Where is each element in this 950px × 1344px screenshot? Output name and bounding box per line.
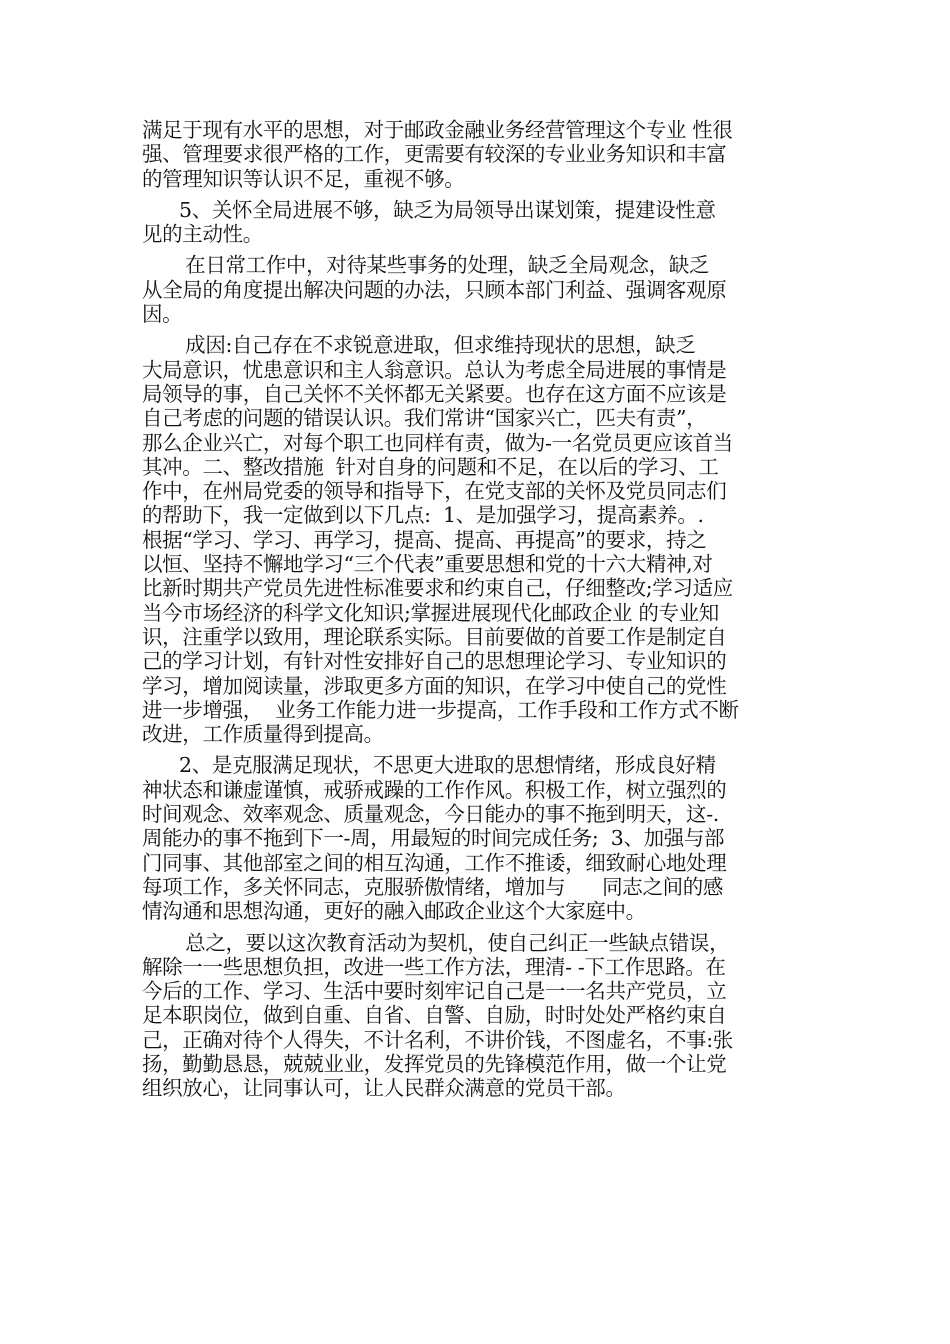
text-line: 大局意识，忧患意识和主人翁意识。总认为考虑全局进展的事情是 [142, 357, 727, 382]
text-line: 足本职岗位，做到自重、自省、自警、自励，时时处处严格约束自 [142, 1003, 727, 1028]
text-line: 己，正确对待个人得失，不计名利，不讲价钱，不图虚名，不事:张 [142, 1027, 733, 1052]
paragraph [142, 118, 814, 191]
text-line: 以恒、坚持不懈地学习“三个代表”重要思想和党的十六大精神,对 [142, 552, 713, 577]
paragraph-gap [142, 924, 814, 931]
paragraph [142, 333, 814, 746]
text-line: 总之，要以这次教育活动为契机，使自己纠正一些缺点错误， [142, 930, 730, 955]
text-line: 从全局的角度提出解决问题的办法，只顾本部门利益、强调客观原 [142, 277, 727, 302]
text-line: 见的主动性。 [142, 222, 263, 247]
text-line: 进一步增强， 业务工作能力进一步提高，工作手段和工作方式不断 [142, 697, 739, 722]
text-line: 5、关怀全局进展不够，缺乏为局领导出谋划策，提建设性意 [142, 197, 716, 222]
paragraph-gap [142, 326, 814, 333]
text-line: 比新时期共产党员先进性标准要求和约束自己，仔细整改;学习适应 [142, 576, 733, 601]
text-line: 时间观念、效率观念、质量观念，今日能办的事不拖到明天，这-. [142, 802, 719, 827]
text-line: 今后的工作、学习、生活中要时刻牢记自己是一一名共产党员，立 [142, 979, 727, 1004]
text-line: 识，注重学以致用，理论联系实际。目前要做的首要工作是制定自 [142, 624, 727, 649]
paragraph [142, 753, 814, 923]
text-line: 在日常工作中，对待某些事务的处理，缺乏全局观念，缺乏 [142, 253, 710, 278]
text-line: 2、是克服满足现状，不思更大进取的思想情绪，形成良好精 [142, 753, 716, 778]
text-line: 那么企业兴亡，对每个职工也同样有责，做为-一名党员更应该首当 [142, 430, 733, 455]
text-line: 己的学习计划，有针对性安排好自己的思想理论学习、专业知识的 [142, 649, 727, 674]
text-line: 周能办的事不拖到下一-周，用最短的时间完成任务; 3、加强与部 [142, 826, 725, 851]
text-line: 情沟通和思想沟通，更好的融入邮政企业这个大家庭中。 [142, 899, 646, 924]
text-line: 成因:自己存在不求锐意进取，但求维持现状的思想，缺乏 [142, 333, 696, 358]
text-line: 改进，工作质量得到提高。 [142, 722, 384, 747]
text-line: 自己考虑的问题的错误认识。我们常讲“国家兴亡，匹夫有责”， [142, 406, 707, 431]
text-line: 其冲。二、整改措施 针对自身的问题和不足，在以后的学习、工 [142, 454, 719, 479]
text-line: 当今市场经济的科学文化知识;掌握进展现代化邮政企业 的专业知 [142, 600, 719, 625]
paragraph-gap [142, 246, 814, 253]
text-line: 局领导的事，自己关怀不关怀都无关紧要。也存在这方面不应该是 [142, 381, 727, 406]
text-line: 每项工作，多关怀同志，克服骄傲情绪，增加与 同志之间的感 [142, 874, 724, 899]
text-line: 的帮助下，我一定做到以下几点: 1、是加强学习，提高素养。. [142, 503, 704, 528]
text-line: 神状态和谦虚谨慎，戒骄戒躁的工作作风。积极工作，树立强烈的 [142, 777, 727, 802]
paragraph [142, 198, 814, 247]
document-body [142, 118, 814, 1101]
text-line: 强、管理要求很严格的工作，更需要有较深的专业业务知识和丰富 [142, 142, 727, 167]
text-line: 扬，勤勤恳恳，兢兢业业，发挥党员的先锋模范作用，做一个让党 [142, 1051, 727, 1076]
text-line: 解除一一些思想负担，改进一些工作方法，理清- -下工作思路。在 [142, 954, 726, 979]
text-line: 作中，在州局党委的领导和指导下，在党支部的关怀及党员同志们 [142, 479, 727, 504]
paragraph [142, 931, 814, 1101]
text-line: 学习，增加阅读量，涉取更多方面的知识，在学习中使自己的党性 [142, 673, 727, 698]
text-line: 根据“学习、学习、再学习，提高、提高、再提高”的要求，持之 [142, 527, 707, 552]
paragraph-gap [142, 746, 814, 753]
text-line: 门同事、其他部室之间的相互沟通，工作不推诿，细致耐心地处理 [142, 850, 727, 875]
text-line: 因。 [142, 302, 183, 327]
text-line: 组织放心，让同事认可，让人民群众满意的党员干部。 [142, 1076, 626, 1101]
paragraph [142, 253, 814, 326]
paragraph-gap [142, 191, 814, 198]
text-line: 满足于现有水平的思想，对于邮政金融业务经营管理这个专业 性很 [142, 118, 733, 142]
text-line: 的管理知识等认识不足，重视不够。 [142, 166, 465, 191]
